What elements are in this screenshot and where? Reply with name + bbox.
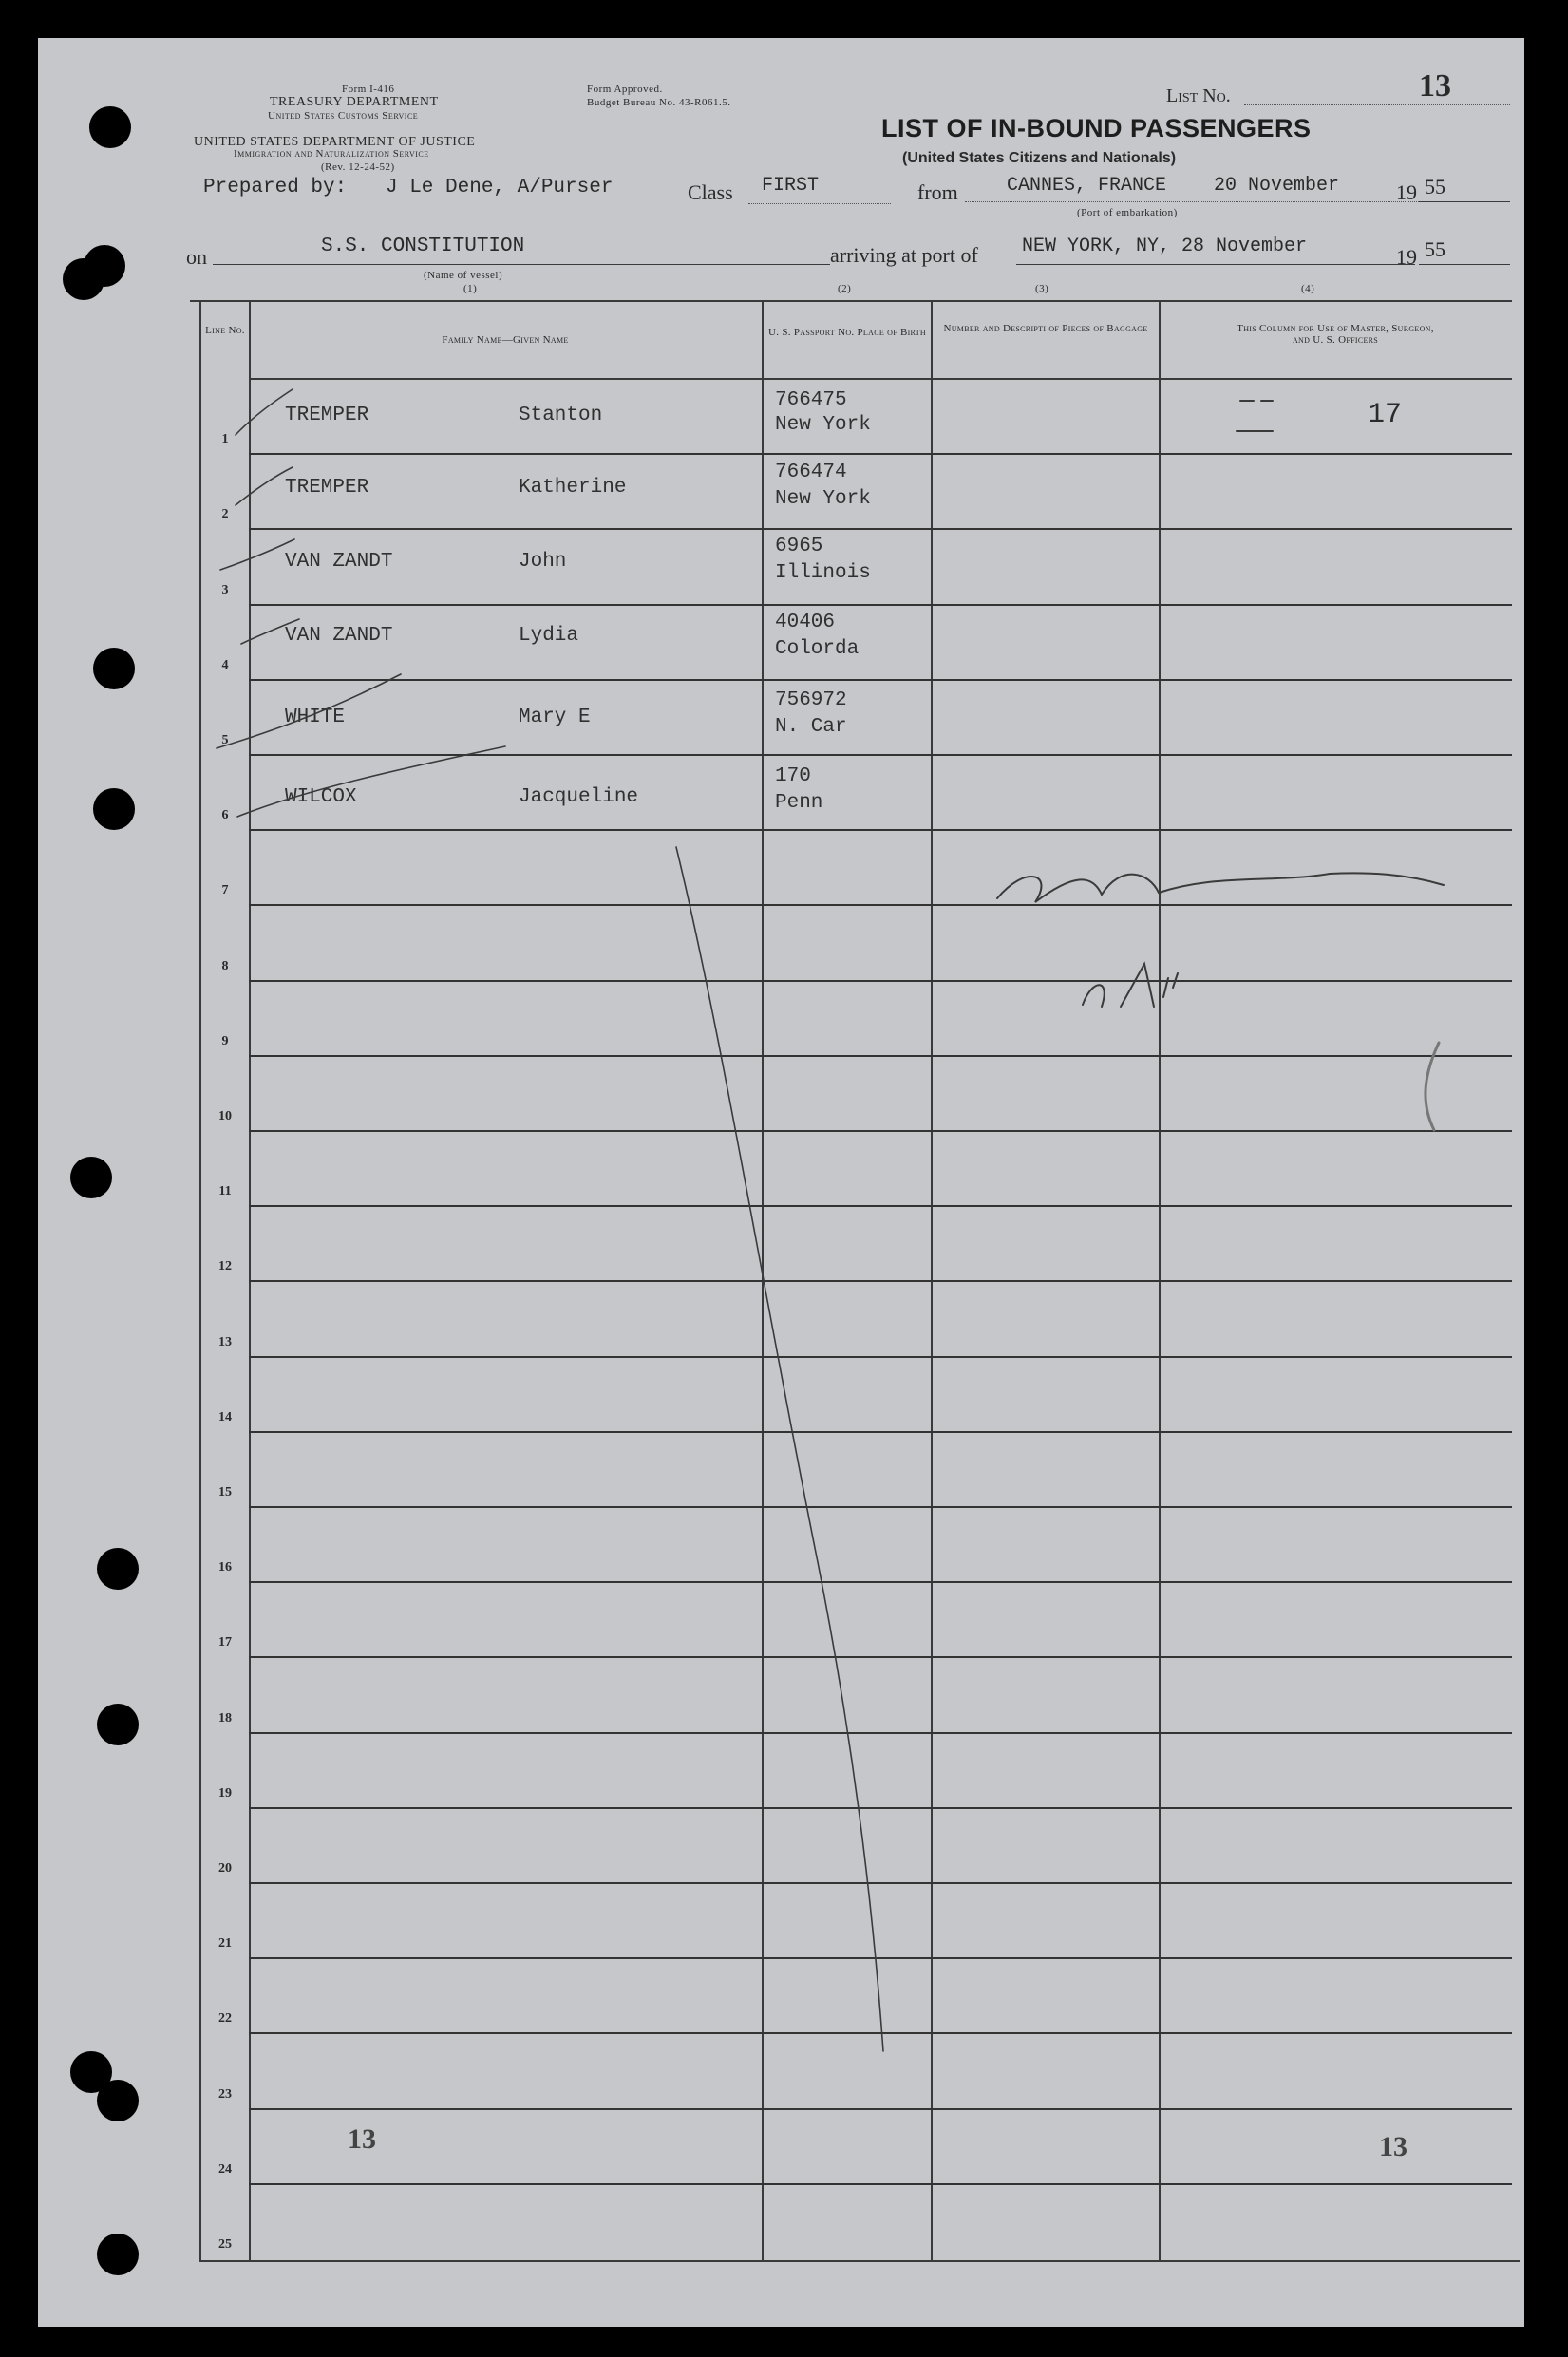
- arrival-year-underline: [1419, 264, 1510, 265]
- line-number: 19: [218, 1786, 232, 1801]
- row-6-family-name: WILCOX: [285, 786, 357, 808]
- table-row-line: [249, 1656, 1512, 1658]
- table-row-line: [249, 1055, 1512, 1057]
- header-line-no: Line No.: [205, 325, 245, 336]
- embark-date: 20 November: [1214, 175, 1340, 197]
- arrival-year-prefix: 19: [1396, 245, 1417, 269]
- table-row-line: [249, 1280, 1512, 1282]
- row-1-family-name: TREMPER: [285, 405, 369, 426]
- punch-hole: [70, 1157, 112, 1198]
- row-4-given-name: Lydia: [519, 625, 579, 647]
- row-5-given-name: Mary E: [519, 707, 591, 728]
- table-row-line: [249, 1732, 1512, 1734]
- form-approved: Form Approved.: [587, 84, 663, 95]
- vessel-caption: (Name of vessel): [424, 270, 503, 281]
- line-number: 21: [218, 1936, 232, 1951]
- header-passport: U. S. Passport No. Place of Birth: [768, 327, 926, 338]
- line-number: 5: [221, 733, 229, 747]
- table-row-line: [249, 453, 1512, 455]
- row-1-given-name: Stanton: [519, 405, 603, 426]
- line-number: 12: [218, 1259, 232, 1273]
- punch-hole: [97, 2234, 139, 2275]
- line-number: 3: [221, 583, 229, 597]
- line-number: 16: [218, 1560, 232, 1574]
- table-row-line: [249, 1506, 1512, 1508]
- year-prefix: 19: [1396, 180, 1417, 204]
- on-label: on: [186, 245, 207, 269]
- row-2-family-name: TREMPER: [285, 477, 369, 499]
- line-number: 7: [221, 883, 229, 897]
- form-number: Form I-416: [342, 84, 395, 95]
- arrival-port: NEW YORK, NY, 28 November: [1022, 236, 1308, 257]
- vessel-underline: [213, 264, 830, 265]
- table-row-line: [249, 1205, 1512, 1207]
- row-5-family-name: WHITE: [285, 707, 346, 728]
- line-number: 23: [218, 2087, 232, 2102]
- table-header-bottom: [249, 378, 1512, 380]
- line-number: 6: [221, 808, 229, 822]
- row-3-passport: 6965: [775, 536, 823, 557]
- line-number: 22: [218, 2011, 232, 2026]
- row-2-birthplace: New York: [775, 488, 871, 510]
- punch-hole: [93, 788, 135, 830]
- table-top-border: [190, 300, 1512, 302]
- prepared-by-label: Prepared by:: [203, 177, 348, 198]
- arriving-label: arriving at port of: [830, 243, 978, 267]
- port-of-embarkation: CANNES, FRANCE: [1007, 175, 1167, 197]
- signature-scrawl: [997, 873, 1444, 902]
- from-label: from: [917, 180, 958, 204]
- line-number: 11: [218, 1184, 232, 1198]
- table-row-line: [249, 754, 1512, 756]
- row-6-birthplace: Penn: [775, 792, 823, 814]
- punch-hole: [93, 648, 135, 689]
- initials-scrawl: [1083, 964, 1178, 1007]
- row-3-birthplace: Illinois: [775, 562, 871, 584]
- class-label: Class: [688, 180, 733, 204]
- line-number: 8: [221, 959, 229, 973]
- table-row-line: [249, 2108, 1512, 2110]
- table-row-line: [249, 1882, 1512, 1884]
- header-officers: This Column for Use of Master, Surgeon, and U. S. Officers: [1237, 323, 1434, 346]
- budget-bureau: Budget Bureau No. 43-R061.5.: [587, 97, 731, 108]
- document-subtitle: (United States Citizens and Nationals): [902, 150, 1177, 166]
- row-3-given-name: John: [519, 551, 567, 573]
- table-row-line: [249, 604, 1512, 606]
- table-row-line: [249, 679, 1512, 681]
- row-4-passport: 40406: [775, 612, 836, 633]
- column-number-2: (2): [838, 283, 852, 294]
- table-bottom-border: [199, 2260, 1520, 2262]
- punch-hole: [84, 245, 125, 287]
- row-1-officer-mark: [1237, 401, 1273, 431]
- row-2-passport: 766474: [775, 462, 847, 483]
- list-no-label: List No.: [1166, 85, 1231, 106]
- row-5-passport: 756972: [775, 689, 847, 711]
- line-number: 18: [218, 1711, 232, 1725]
- punch-hole: [97, 2080, 139, 2121]
- header-name: Family Name—Given Name: [442, 334, 569, 346]
- table-row-line: [249, 1431, 1512, 1433]
- header-baggage: Number and Descripti of Pieces of Baggage: [943, 323, 1148, 334]
- row-5-birthplace: N. Car: [775, 716, 847, 738]
- port-embark-caption: (Port of embarkation): [1077, 207, 1178, 218]
- row-3-family-name: VAN ZANDT: [285, 551, 393, 573]
- immigration-service: Immigration and Naturalization Service: [234, 148, 429, 160]
- line-number: 20: [218, 1861, 232, 1876]
- table-row-line: [249, 1957, 1512, 1959]
- table-row-line: [249, 2183, 1512, 2185]
- checkmark-row-6: [237, 746, 505, 817]
- punch-hole: [89, 106, 131, 148]
- embark-year-underline: [1419, 201, 1510, 202]
- line-number: 1: [221, 432, 229, 446]
- document-title: LIST OF IN-BOUND PASSENGERS: [881, 114, 1312, 142]
- line-number: 9: [221, 1034, 229, 1048]
- list-no-underline: [1244, 104, 1510, 105]
- table-row-line: [249, 2032, 1512, 2034]
- row-4-family-name: VAN ZANDT: [285, 625, 393, 647]
- row-6-passport: 170: [775, 765, 811, 787]
- line-number: 4: [221, 658, 229, 672]
- checkmark-row-1: [236, 389, 293, 435]
- bottom-count-right: 13: [1379, 2131, 1407, 2162]
- line-number: 24: [218, 2162, 232, 2177]
- table-row-line: [249, 1130, 1512, 1132]
- class-value: FIRST: [762, 175, 820, 197]
- table-row-line: [249, 528, 1512, 530]
- line-number: 14: [218, 1410, 232, 1424]
- line-number: 15: [218, 1485, 232, 1499]
- table-row-line: [249, 904, 1512, 906]
- column-number-4: (4): [1301, 283, 1315, 294]
- table-row-line: [249, 1807, 1512, 1809]
- department-name: TREASURY DEPARTMENT: [270, 95, 439, 109]
- line-number: 13: [218, 1335, 232, 1349]
- justice-department: UNITED STATES DEPARTMENT OF JUSTICE: [194, 135, 476, 149]
- line-number: 2: [221, 507, 229, 521]
- row-6-given-name: Jacqueline: [519, 786, 639, 808]
- bottom-count-left: 13: [348, 2123, 376, 2155]
- checkmark-row-3: [220, 539, 294, 570]
- customs-service: United States Customs Service: [268, 110, 419, 122]
- officer-note: 17: [1368, 399, 1403, 431]
- arrival-year: 55: [1425, 237, 1445, 261]
- handwriting-overlay: [38, 38, 1524, 2327]
- list-no-value: 13: [1419, 68, 1451, 104]
- form-revision: (Rev. 12-24-52): [321, 161, 395, 173]
- table-row-line: [249, 1581, 1512, 1583]
- row-2-given-name: Katherine: [519, 477, 627, 499]
- checkmark-row-2: [236, 467, 293, 505]
- column-number-3: (3): [1035, 283, 1049, 294]
- row-4-birthplace: Colorda: [775, 638, 860, 660]
- line-number: 17: [218, 1635, 232, 1650]
- manifest-page: [38, 38, 1524, 2327]
- from-underline: [965, 201, 1438, 202]
- row-1-passport: 766475: [775, 389, 847, 411]
- prepared-by-value: J Le Dene, A/Purser: [386, 177, 614, 198]
- table-row-line: [249, 1356, 1512, 1358]
- table-left-border: [199, 300, 201, 2262]
- arrival-underline: [1016, 264, 1415, 265]
- punch-hole: [97, 1704, 139, 1745]
- vessel-name: S.S. CONSTITUTION: [321, 236, 525, 257]
- row-1-birthplace: New York: [775, 414, 871, 436]
- diagonal-stroke: [676, 847, 883, 2051]
- class-underline: [748, 203, 891, 204]
- column-number-1: (1): [463, 283, 478, 294]
- punch-hole: [97, 1548, 139, 1590]
- table-row-line: [249, 980, 1512, 982]
- line-number: 10: [218, 1109, 232, 1123]
- table-row-line: [249, 829, 1512, 831]
- embark-year: 55: [1425, 175, 1445, 198]
- line-number: 25: [218, 2237, 232, 2252]
